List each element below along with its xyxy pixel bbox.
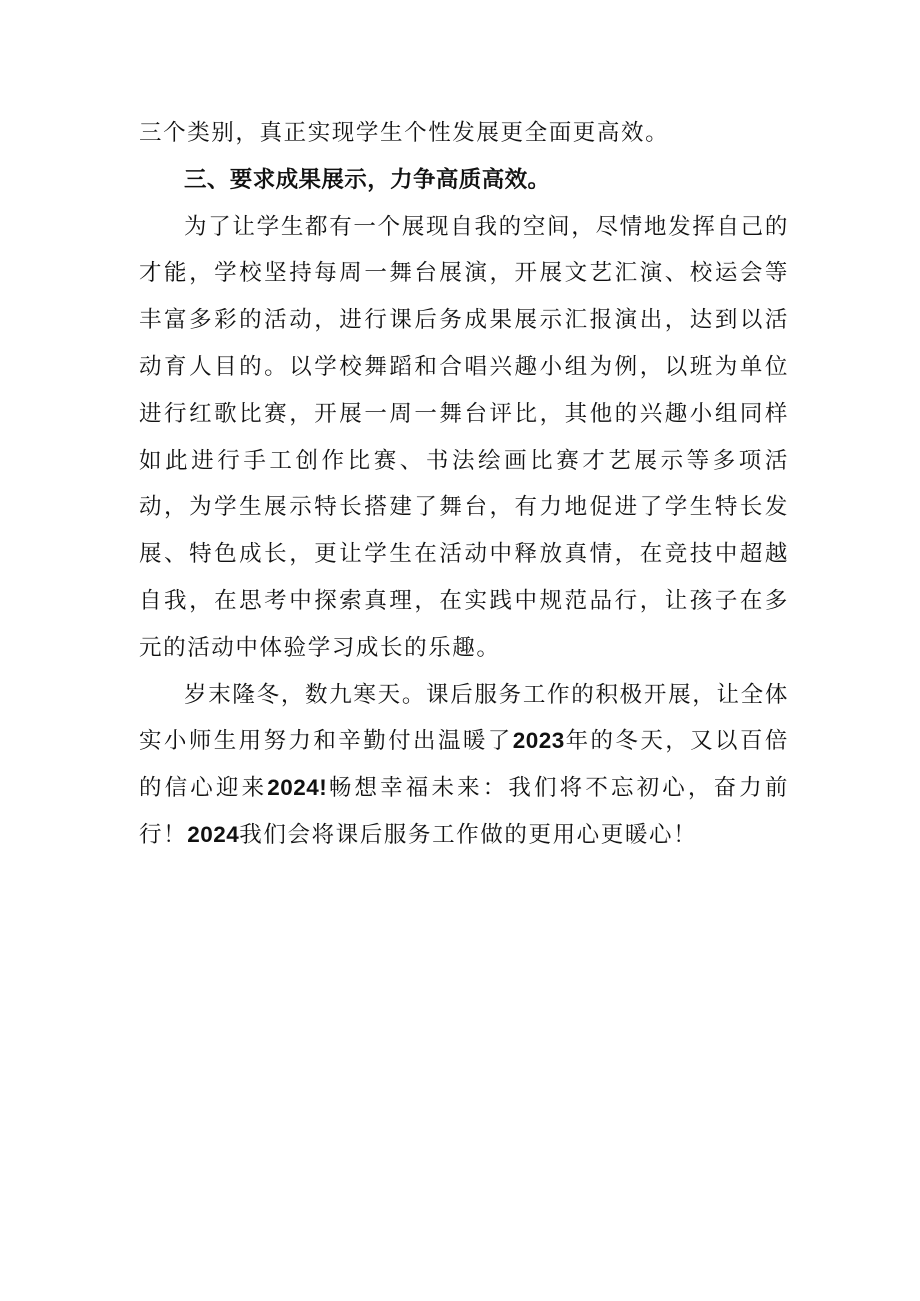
year-2023: 2023 [512, 728, 565, 754]
closing-text-part-3: 畅想幸福未来：我们将不忘初心，奋力前行！ [139, 775, 789, 848]
closing-text-part-4: 我们会将课后服务工作做的更用心更暖心！ [239, 821, 698, 848]
paragraph-activities: 为了让学生都有一个展现自我的空间，尽情地发挥自己的才能，学校坚持每周一舞台展演，开展文艺汇演、校运会等丰富多彩的活动，进行课后务成果展示汇报演出，达到以活动育人目的。以学校舞蹈和合唱兴趣小组为例，以班为单位进行红歌比赛，开展一周一舞台评比，其他的兴趣小组同样如此进行手工创作比赛、书法绘画比赛才艺展示等多项活动，为学生展示特长搭建了舞台，有力地促进了学生特长发展、特色成长，更让学生在活动中释放真情，在竞技中超越自我，在思考中探索真理，在实践中规范品行，让孩子在多元的活动中体验学习成长的乐趣。 [139, 213, 789, 661]
section-heading: 三、要求成果展示，力争高质高效。 [184, 166, 551, 193]
intro-line: 三个类别，真正实现学生个性发展更全面更高效。 [139, 120, 670, 146]
year-2024-exclaim: 2024! [267, 775, 328, 801]
year-2024: 2024 [187, 821, 240, 847]
closing-text-part-1: 岁末隆冬，数九寒天。课后服务工作的积极开展，让全体实小师生用努力和辛勤付出温暖了 [139, 681, 789, 755]
paragraph-closing [139, 672, 789, 859]
closing-text-part-2: 年的冬天，又以百倍的信心迎来 [139, 728, 789, 802]
document-body [139, 110, 789, 859]
